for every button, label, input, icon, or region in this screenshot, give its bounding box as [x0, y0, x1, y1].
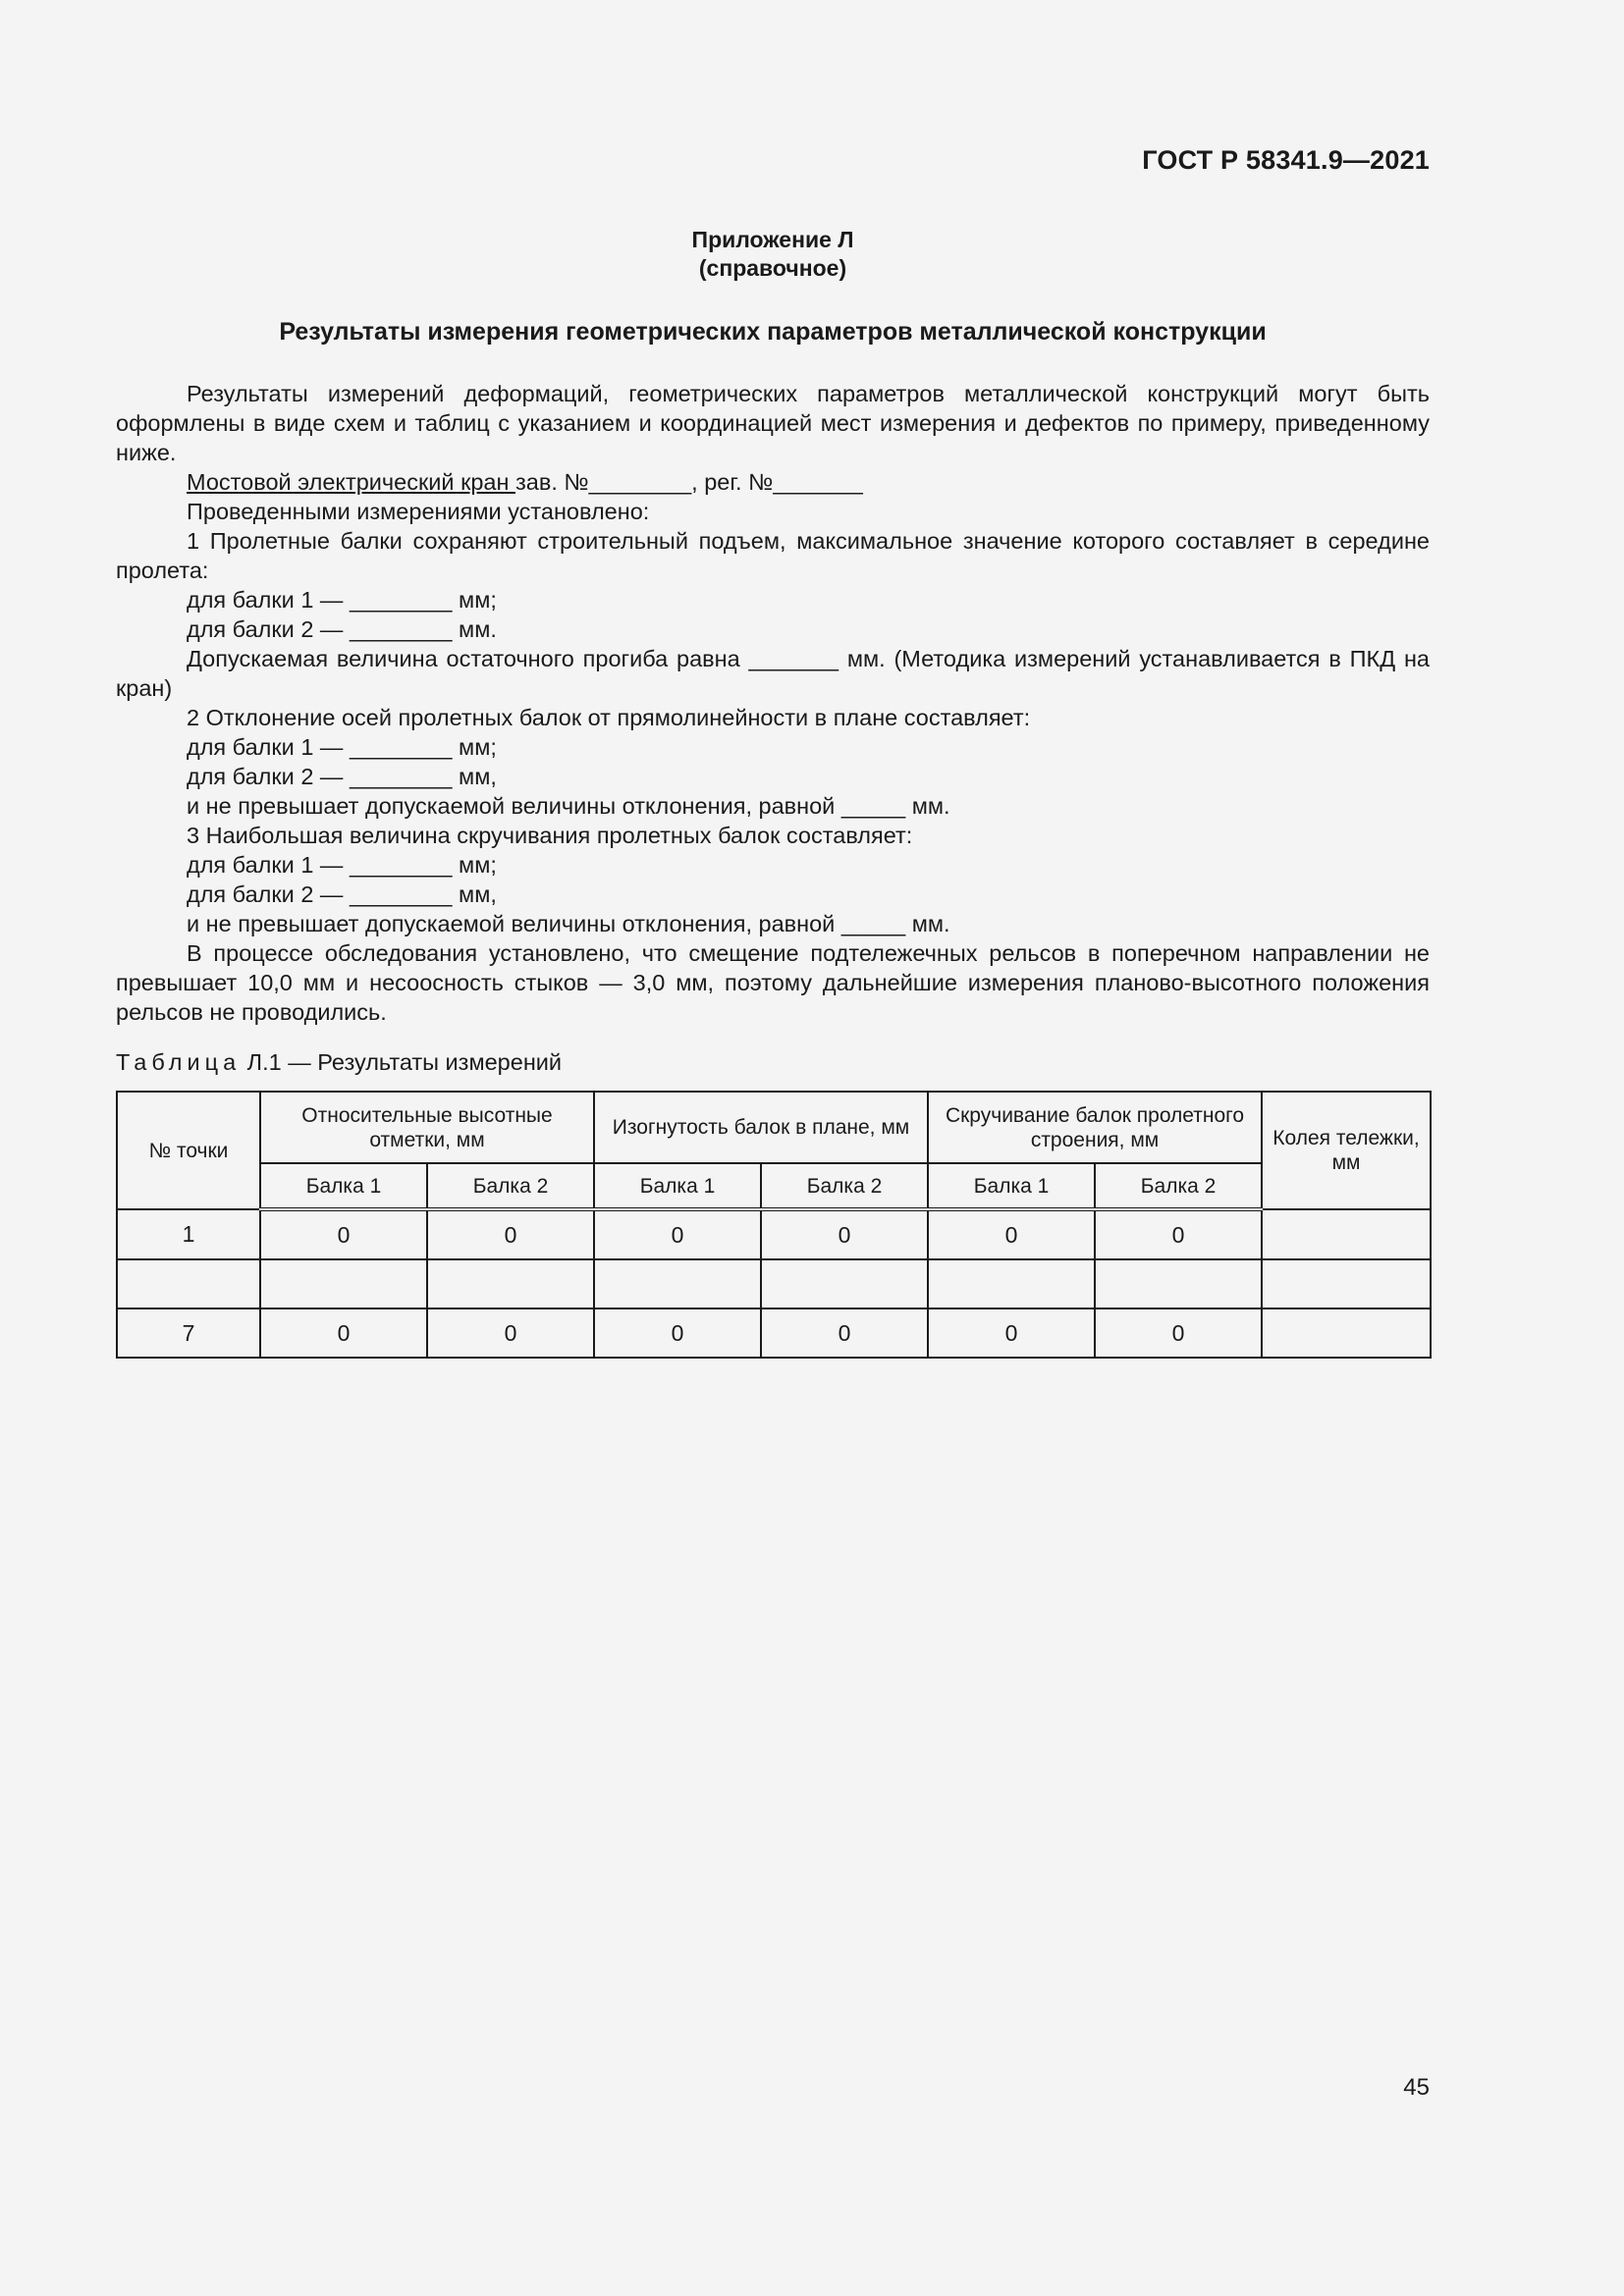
- table-cell: [427, 1259, 594, 1308]
- paragraph-beam2-c: для балки 2 — ________ мм,: [187, 881, 497, 907]
- table-cell: [260, 1259, 427, 1308]
- paragraph-established: Проведенными измерениями установлено:: [187, 499, 650, 524]
- document-page: [116, 0, 1430, 2296]
- document-code: ГОСТ Р 58341.9—2021: [1142, 145, 1430, 175]
- appendix-label: Приложение Л: [691, 227, 854, 252]
- table-caption: [116, 1049, 562, 1076]
- paragraph-beam1-a: для балки 1 — ________ мм;: [187, 587, 497, 613]
- table-cell: 0: [1095, 1308, 1262, 1358]
- paragraph-item-2: 2 Отклонение осей пролетных балок от прямолинейности в плане составляет:: [187, 705, 1031, 730]
- table-cell: [761, 1259, 928, 1308]
- results-table: [116, 1091, 1432, 1359]
- table-row: [117, 1308, 1431, 1358]
- body-text: [116, 379, 1430, 1027]
- table-cell: [1262, 1308, 1431, 1358]
- table-cell: 0: [928, 1209, 1095, 1259]
- table-cell: 1: [117, 1209, 260, 1259]
- table-cell: 0: [260, 1209, 427, 1259]
- table-cell: 0: [761, 1308, 928, 1358]
- header-beam2: Балка 2: [427, 1163, 594, 1209]
- crane-numbers: зав. №________, рег. №_______: [515, 469, 863, 495]
- table-cell: [1095, 1259, 1262, 1308]
- table-cell: [117, 1259, 260, 1308]
- page-number: 45: [1403, 2074, 1430, 2101]
- table-cell: [594, 1259, 761, 1308]
- table-cell: 0: [260, 1308, 427, 1358]
- appendix-title: [116, 226, 1430, 283]
- table-cell: 0: [594, 1308, 761, 1358]
- table-cell: 7: [117, 1308, 260, 1358]
- paragraph-item-1: 1 Пролетные балки сохраняют строительный подъем, максимальное значение которого составляет в середине пролета:: [116, 528, 1430, 583]
- paragraph-beam2-a: для балки 2 — ________ мм.: [187, 616, 497, 642]
- appendix-type: (справочное): [698, 255, 847, 281]
- header-beam2: Балка 2: [761, 1163, 928, 1209]
- header-beam2: Балка 2: [1095, 1163, 1262, 1209]
- table-cell: 0: [427, 1209, 594, 1259]
- header-beam1: Балка 1: [928, 1163, 1095, 1209]
- paragraph-intro: Результаты измерений деформаций, геометрических параметров металлической конструкций могут быть оформлены в виде схем и таблиц с указанием и координацией мест измерения и дефектов по примеру, приведенному ниже.: [116, 381, 1430, 465]
- table-cell: 0: [928, 1308, 1095, 1358]
- header-beam-twist: Скручивание балок пролетного строения, мм: [928, 1092, 1262, 1163]
- paragraph-crane: [116, 467, 1430, 497]
- paragraph-item-3: 3 Наибольшая величина скручивания пролетных балок составляет:: [187, 823, 913, 848]
- table-cell: [928, 1259, 1095, 1308]
- table-cell: 0: [427, 1308, 594, 1358]
- paragraph-beam2-b: для балки 2 — ________ мм,: [187, 764, 497, 789]
- paragraph-tolerance-c: и не превышает допускаемой величины отклонения, равной _____ мм.: [187, 911, 950, 936]
- paragraph-beam1-c: для балки 1 — ________ мм;: [187, 852, 497, 878]
- table-caption-label: Таблица: [116, 1049, 242, 1075]
- paragraph-beam1-b: для балки 1 — ________ мм;: [187, 734, 497, 760]
- paragraph-survey: В процессе обследования установлено, что смещение подтележечных рельсов в поперечном направлении не превышает 10,0 мм и несоосность стыков — 3,0 мм, поэтому дальнейшие измерения планово-высотного положения рельсов не проводились.: [116, 940, 1430, 1025]
- table-cell: [1262, 1259, 1431, 1308]
- table-row: [117, 1209, 1431, 1259]
- table-row: [117, 1259, 1431, 1308]
- header-beam1: Балка 1: [260, 1163, 427, 1209]
- table-cell: 0: [761, 1209, 928, 1259]
- header-beam1: Балка 1: [594, 1163, 761, 1209]
- header-track-gauge: Колея тележки, мм: [1262, 1092, 1431, 1209]
- header-beam-curvature: Изогнутость балок в плане, мм: [594, 1092, 928, 1163]
- section-title: Результаты измерения геометрических параметров металлической конструкции: [279, 318, 1267, 346]
- paragraph-deflection: Допускаемая величина остаточного прогиба равна _______ мм. (Методика измерений устанавливается в ПКД на кран): [116, 646, 1430, 701]
- crane-name: Мостовой электрический кран: [187, 469, 515, 495]
- table-cell: 0: [1095, 1209, 1262, 1259]
- table-cell: [1262, 1209, 1431, 1259]
- table-cell: 0: [594, 1209, 761, 1259]
- header-height-marks: Относительные высотные отметки, мм: [260, 1092, 594, 1163]
- paragraph-tolerance-b: и не превышает допускаемой величины отклонения, равной _____ мм.: [187, 793, 950, 819]
- table-caption-text: Л.1 — Результаты измерений: [241, 1049, 563, 1075]
- header-point: № точки: [117, 1092, 260, 1209]
